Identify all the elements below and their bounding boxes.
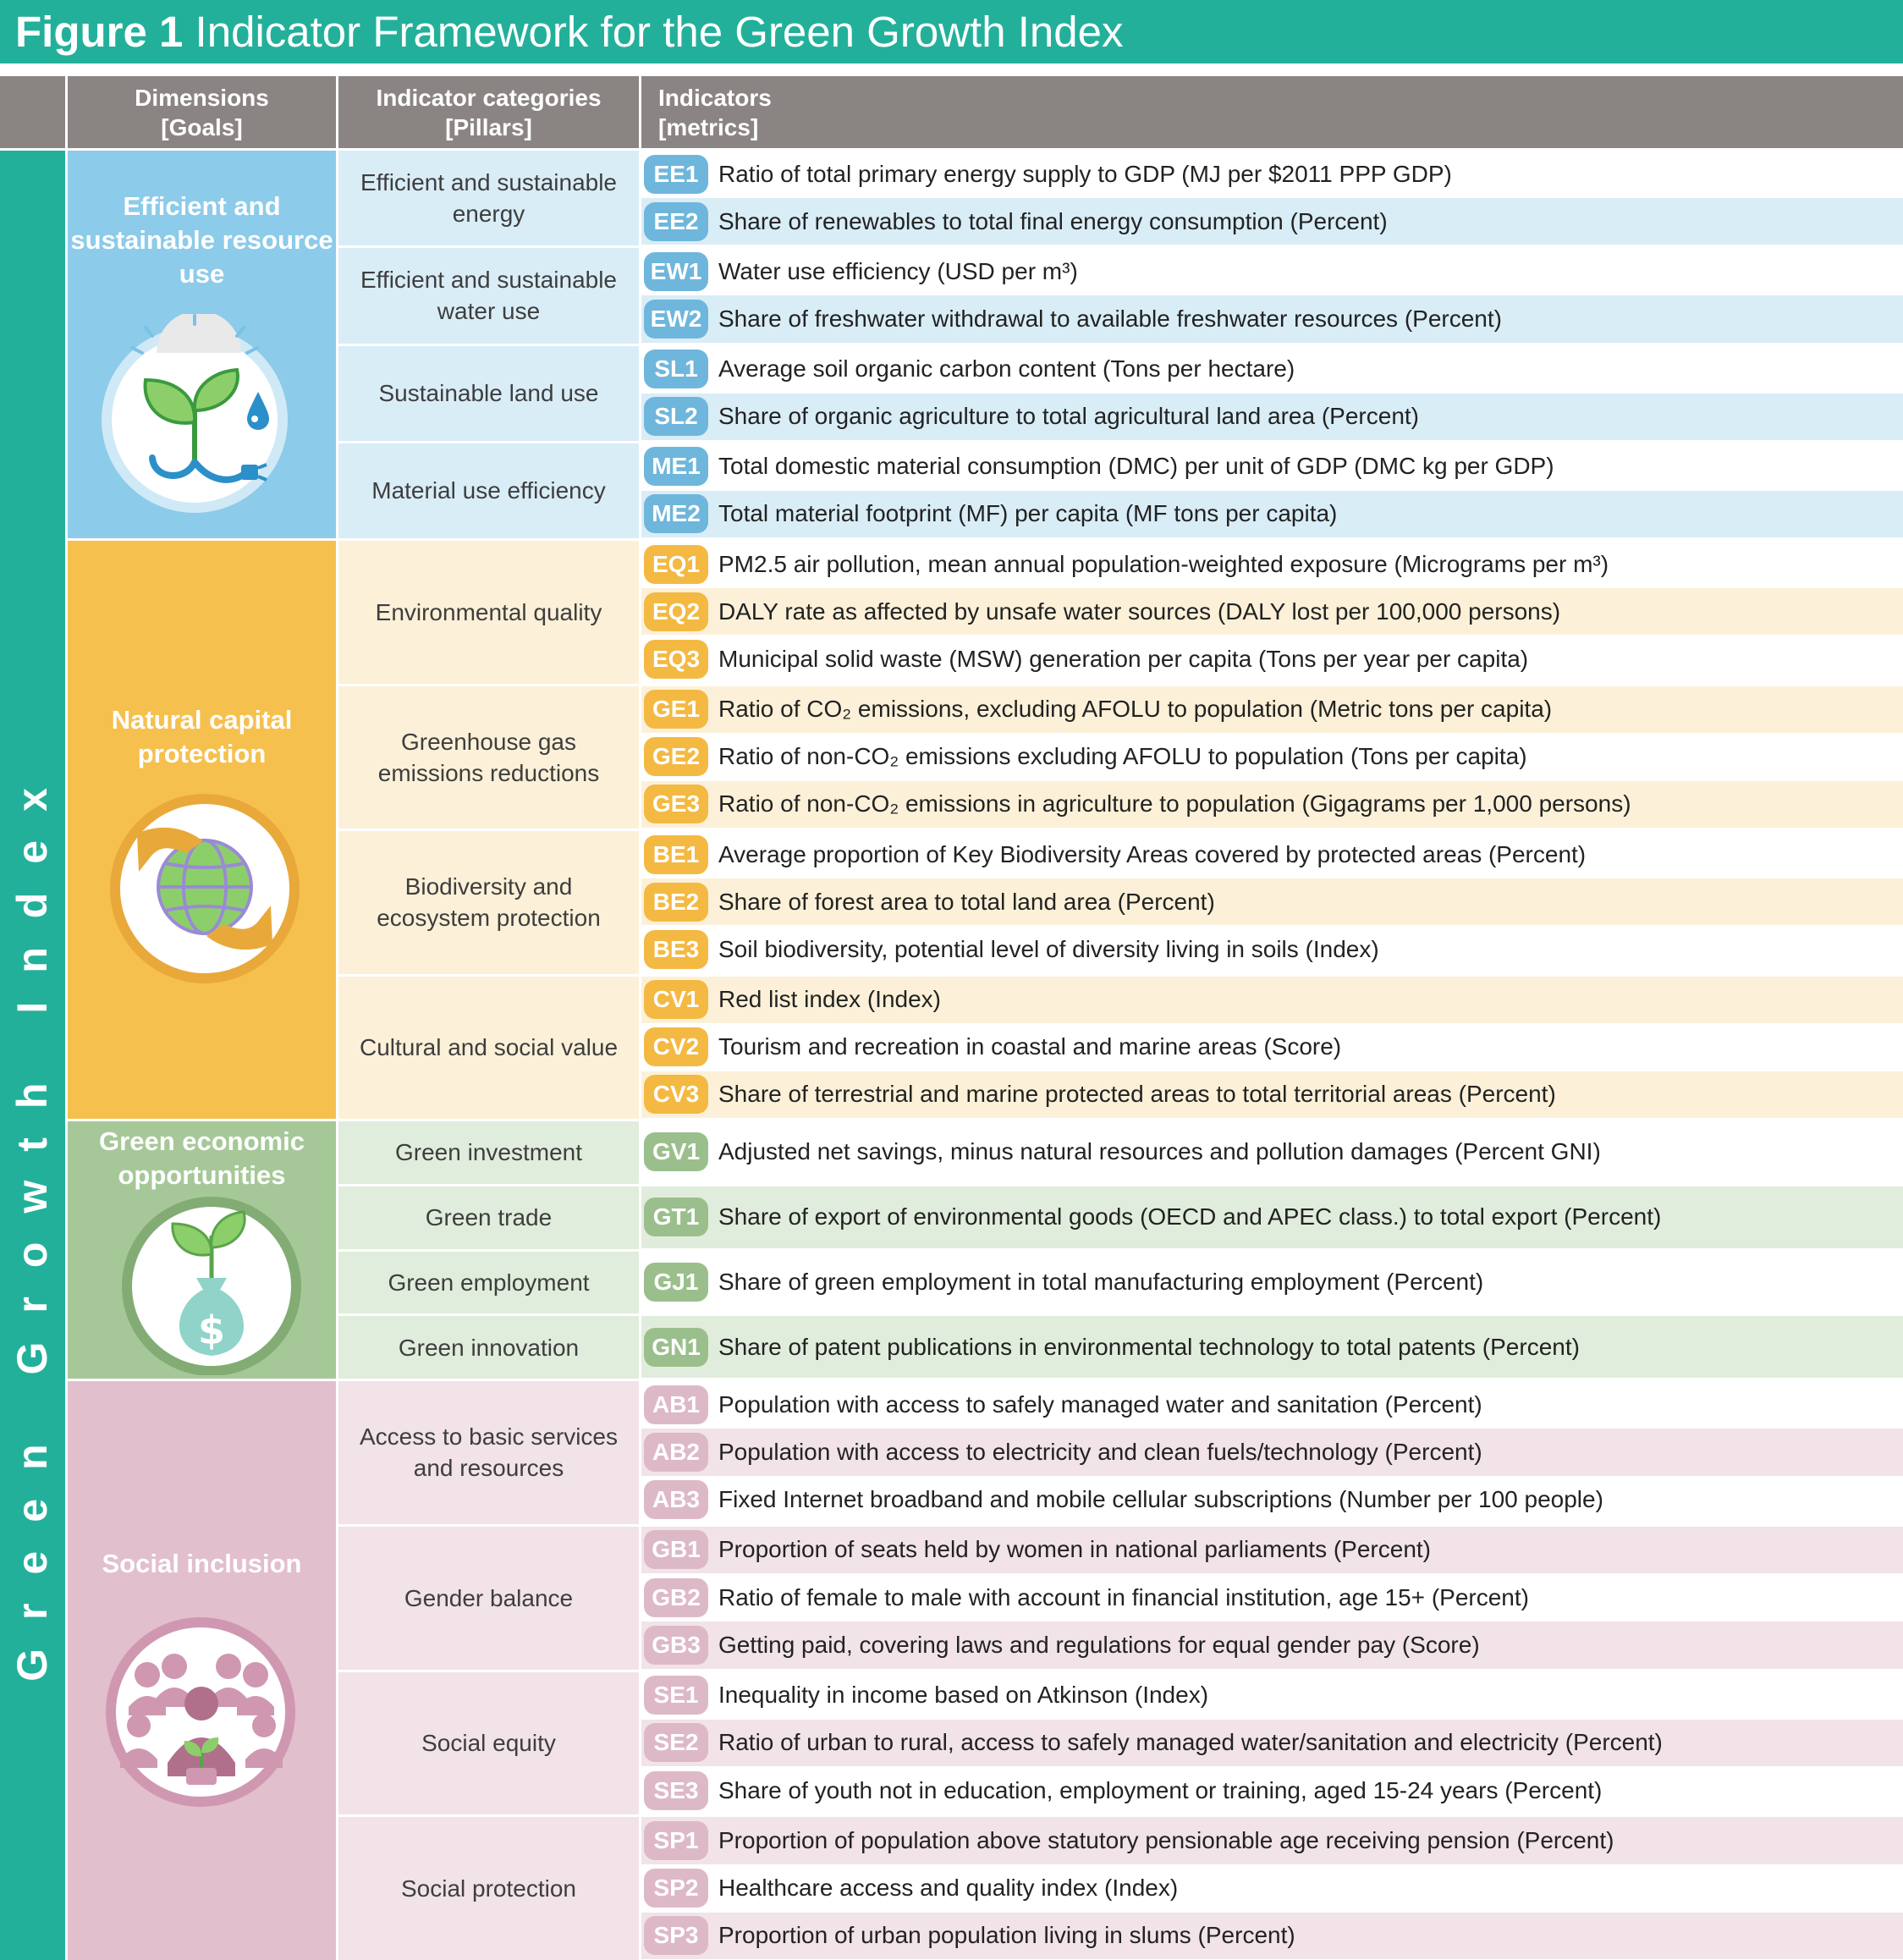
indicator-row	[641, 541, 1903, 587]
indicator-text: Share of patent publications in environmental technology to total patents (Percent)	[718, 1333, 1580, 1360]
pillar-cell	[338, 977, 639, 1120]
indicator-code-badge: EQ2	[644, 592, 708, 631]
pillar-cell	[338, 1121, 639, 1184]
indicator-text: Ratio of urban to rural, access to safely managed water/sanitation and electricity (Percent)	[718, 1729, 1663, 1756]
pillar-label: Greenhouse gas emissions reductions	[377, 728, 600, 786]
dimension-title: Green economic opportunities	[99, 1126, 305, 1190]
indicator-code-badge: GB1	[644, 1530, 708, 1569]
indicator-text: Share of organic agriculture to total agricultural land area (Percent)	[718, 403, 1419, 430]
indicator-code-badge: GB3	[644, 1626, 708, 1665]
indicator-text: Total material footprint (MF) per capita (MF tons per capita)	[718, 500, 1338, 527]
indicator-code-badge: SP3	[644, 1916, 708, 1955]
indicator-code-badge: SL1	[644, 350, 708, 388]
dimension-title: Efficient and sustainable resource use	[70, 191, 333, 289]
indicator-text: Share of freshwater withdrawal to available freshwater resources (Percent)	[718, 305, 1502, 332]
indicator-row	[641, 295, 1903, 342]
indicator-row	[641, 1767, 1903, 1814]
figure-label: Figure 1	[15, 8, 184, 56]
header-dimensions-line2: [Goals]	[161, 114, 243, 140]
indicator-row	[641, 346, 1903, 393]
indicator-row	[641, 1316, 1903, 1378]
indicator-row	[641, 926, 1903, 972]
header-indicators-line2: [metrics]	[658, 114, 759, 140]
indicator-row	[641, 248, 1903, 295]
indicator-code-badge: AB2	[644, 1433, 708, 1472]
pillar-label: Material use efficiency	[371, 477, 606, 504]
indicator-row	[641, 394, 1903, 440]
pillar-cell	[338, 151, 639, 245]
indicator-row	[641, 491, 1903, 537]
indicator-code-badge: EQ3	[644, 640, 708, 679]
indicator-code-badge: ME2	[644, 494, 708, 533]
people-group-sprout-icon	[68, 1610, 336, 1814]
indicator-text: Ratio of female to male with account in financial institution, age 15+ (Percent)	[718, 1583, 1529, 1610]
indicator-row	[641, 781, 1903, 828]
pillar-cell	[338, 248, 639, 343]
indicator-row	[641, 1121, 1903, 1183]
header-dimensions-line1: Dimensions	[135, 85, 269, 111]
indicator-row	[641, 588, 1903, 635]
indicator-row	[641, 1574, 1903, 1621]
indicator-row	[641, 1252, 1903, 1313]
indicator-text: Ratio of non-CO₂ emissions in agriculture to population (Gigagrams per 1,000 persons)	[718, 790, 1631, 818]
plant-with-sun-water-plug-icon	[68, 314, 336, 517]
indicator-code-badge: AB1	[644, 1385, 708, 1424]
indicator-row	[641, 1865, 1903, 1912]
indicator-text: Ratio of CO₂ emissions, excluding AFOLU to population (Metric tons per capita)	[718, 696, 1553, 723]
indicator-text: Ratio of total primary energy supply to GDP (MJ per $2011 PPP GDP)	[718, 160, 1452, 187]
indicator-code-badge: GJ1	[644, 1263, 708, 1302]
indicator-code-badge: SE1	[644, 1676, 708, 1715]
indicator-row	[641, 686, 1903, 733]
indicator-code-badge: SE2	[644, 1723, 708, 1762]
indicator-row	[641, 151, 1903, 197]
indicator-row	[641, 636, 1903, 682]
indicator-code-badge: EE2	[644, 202, 708, 241]
indicator-row	[641, 1621, 1903, 1668]
indicator-code-badge: SP2	[644, 1869, 708, 1908]
dimension-title: Social inclusion	[102, 1549, 302, 1578]
dimension-resource-use	[68, 151, 336, 538]
pillar-label: Social equity	[421, 1730, 556, 1757]
indicator-code-badge: GE3	[644, 785, 708, 823]
indicator-row	[641, 878, 1903, 925]
indicator-code-badge: BE3	[644, 930, 708, 969]
pillar-cell	[338, 1381, 639, 1524]
indicator-text: Share of forest area to total land area (Percent)	[718, 888, 1215, 915]
indicator-text: Tourism and recreation in coastal and marine areas (Score)	[718, 1033, 1342, 1060]
pillar-cell	[338, 1252, 639, 1314]
dimension-green-economic	[68, 1121, 336, 1379]
indicator-row	[641, 1817, 1903, 1864]
indicator-code-badge: BE2	[644, 883, 708, 922]
indicator-code-badge: CV1	[644, 980, 708, 1019]
pillar-cell	[338, 686, 639, 829]
indicator-code-badge: BE1	[644, 835, 708, 874]
indicator-text: Proportion of urban population living in slums (Percent)	[718, 1922, 1295, 1949]
header-pillars-line2: [Pillars]	[445, 114, 532, 140]
indicator-row	[641, 1672, 1903, 1719]
pillar-label: Cultural and social value	[359, 1034, 619, 1061]
figure-title: Indicator Framework for the Green Growth Index	[195, 8, 1124, 56]
indicator-row	[641, 831, 1903, 878]
indicator-row	[641, 977, 1903, 1023]
indicator-text: Share of export of environmental goods (OECD and APEC class.) to total export (Percent)	[718, 1203, 1662, 1231]
header-dimensions	[68, 76, 336, 148]
pillar-cell	[338, 1817, 639, 1960]
indicator-code-badge: AB3	[644, 1480, 708, 1519]
indicator-row	[641, 1429, 1903, 1475]
dimension-natural-capital	[68, 541, 336, 1119]
indicator-code-badge: CV3	[644, 1075, 708, 1114]
indicator-code-badge: CV2	[644, 1027, 708, 1066]
indicator-text: Red list index (Index)	[718, 986, 942, 1013]
pillar-label: Efficient and sustainable energy	[360, 169, 618, 228]
pillar-label: Biodiversity and ecosystem protection	[377, 873, 601, 932]
pillar-cell	[338, 1672, 639, 1815]
indicator-text: DALY rate as affected by unsafe water sources (DALY lost per 100,000 persons)	[718, 597, 1561, 625]
indicator-row	[641, 1720, 1903, 1766]
indicator-text: Population with access to safely managed water and sanitation (Percent)	[718, 1390, 1482, 1418]
indicator-text: PM2.5 air pollution, mean annual population-weighted exposure (Micrograms per m³)	[718, 550, 1609, 577]
indicator-row	[641, 1527, 1903, 1573]
indicator-text: Share of terrestrial and marine protected areas to total territorial areas (Percent)	[718, 1081, 1556, 1108]
indicator-row	[641, 443, 1903, 490]
indicator-text: Proportion of population above statutory pensionable age receiving pension (Percent)	[718, 1826, 1614, 1853]
indicator-text: Share of renewables to total final energy consumption (Percent)	[718, 207, 1388, 234]
indicator-row	[641, 1477, 1903, 1523]
money-bag-sprout-icon	[68, 1193, 336, 1375]
indicator-text: Population with access to electricity and clean fuels/technology (Percent)	[718, 1438, 1482, 1465]
indicator-code-badge: EQ1	[644, 545, 708, 584]
pillar-label: Green innovation	[398, 1334, 580, 1361]
pillar-label: Efficient and sustainable water use	[360, 267, 618, 325]
figure-title-banner	[0, 0, 1903, 63]
pillar-label: Social protection	[400, 1875, 576, 1902]
header-pillars	[338, 76, 639, 148]
indicator-row	[641, 198, 1903, 245]
pillar-label: Green trade	[425, 1204, 553, 1231]
indicator-code-badge: GB2	[644, 1578, 708, 1617]
pillar-label: Green employment	[388, 1269, 590, 1296]
indicator-row	[641, 734, 1903, 780]
indicator-code-badge: EE1	[644, 155, 708, 194]
pillar-cell	[338, 1186, 639, 1249]
pillar-label: Green investment	[395, 1139, 582, 1166]
indicator-text: Ratio of non-CO₂ emissions excluding AFOLU to population (Tons per capita)	[718, 743, 1527, 770]
pillar-cell	[338, 831, 639, 974]
indicator-code-badge: EW2	[644, 300, 708, 339]
indicator-text: Average soil organic carbon content (Tons per hectare)	[718, 355, 1295, 383]
hands-holding-globe-icon	[68, 787, 336, 990]
indicator-code-badge: ME1	[644, 447, 708, 486]
indicator-code-badge: GE1	[644, 690, 708, 729]
indicator-code-badge: GT1	[644, 1197, 708, 1236]
indicator-text: Healthcare access and quality index (Index)	[718, 1875, 1179, 1902]
header-indicators-line1: Indicators	[658, 85, 772, 111]
header-corner-cell	[0, 76, 65, 148]
indicator-text: Water use efficiency (USD per m³)	[718, 257, 1078, 284]
pillar-label: Environmental quality	[375, 598, 602, 625]
indicator-text: Getting paid, covering laws and regulations for equal gender pay (Score)	[718, 1631, 1480, 1658]
pillar-cell	[338, 541, 639, 684]
indicator-text: Proportion of seats held by women in national parliaments (Percent)	[718, 1536, 1431, 1563]
indicator-text: Soil biodiversity, potential level of diversity living in soils (Index)	[718, 935, 1379, 962]
indicator-code-badge: SP1	[644, 1821, 708, 1860]
dimension-title: Natural capital protection	[111, 705, 293, 768]
indicator-text: Inequality in income based on Atkinson (Index)	[718, 1682, 1209, 1709]
vertical-index-label: Green Growth Index	[8, 759, 56, 1682]
indicator-code-badge: EW1	[644, 252, 708, 291]
pillar-cell	[338, 1527, 639, 1670]
indicator-code-badge: SL2	[644, 397, 708, 436]
indicator-row	[641, 1381, 1903, 1428]
indicator-code-badge: SE3	[644, 1771, 708, 1810]
indicator-row	[641, 1186, 1903, 1248]
indicator-text: Municipal solid waste (MSW) generation per capita (Tons per year per capita)	[718, 645, 1529, 672]
header-pillars-line1: Indicator categories	[376, 85, 602, 111]
dimension-social-inclusion	[68, 1381, 336, 1960]
indicator-text: Share of youth not in education, employment or training, aged 15-24 years (Percent)	[718, 1776, 1603, 1803]
indicator-text: Average proportion of Key Biodiversity Areas covered by protected areas (Percent)	[718, 840, 1587, 867]
green-growth-index-side-band	[0, 151, 65, 1960]
indicator-text: Total domestic material consumption (DMC) per unit of GDP (DMC kg per GDP)	[718, 453, 1554, 480]
pillar-cell	[338, 346, 639, 441]
indicator-row	[641, 1071, 1903, 1118]
pillar-cell	[338, 443, 639, 538]
indicator-code-badge: GN1	[644, 1328, 708, 1367]
indicator-row	[641, 1913, 1903, 1959]
header-indicators	[641, 76, 1903, 148]
pillar-label: Gender balance	[404, 1584, 574, 1611]
indicator-text: Share of green employment in total manufacturing employment (Percent)	[718, 1268, 1484, 1295]
indicator-row	[641, 1024, 1903, 1071]
pillar-cell	[338, 1316, 639, 1379]
svg-text:$: $	[197, 1308, 226, 1353]
indicator-text: Adjusted net savings, minus natural resources and pollution damages (Percent GNI)	[718, 1138, 1601, 1165]
indicator-code-badge: GV1	[644, 1132, 708, 1171]
indicator-code-badge: GE2	[644, 737, 708, 776]
indicator-text: Fixed Internet broadband and mobile cellular subscriptions (Number per 100 people)	[718, 1486, 1603, 1513]
pillar-label: Access to basic services and resources	[360, 1423, 618, 1482]
pillar-label: Sustainable land use	[378, 380, 599, 407]
